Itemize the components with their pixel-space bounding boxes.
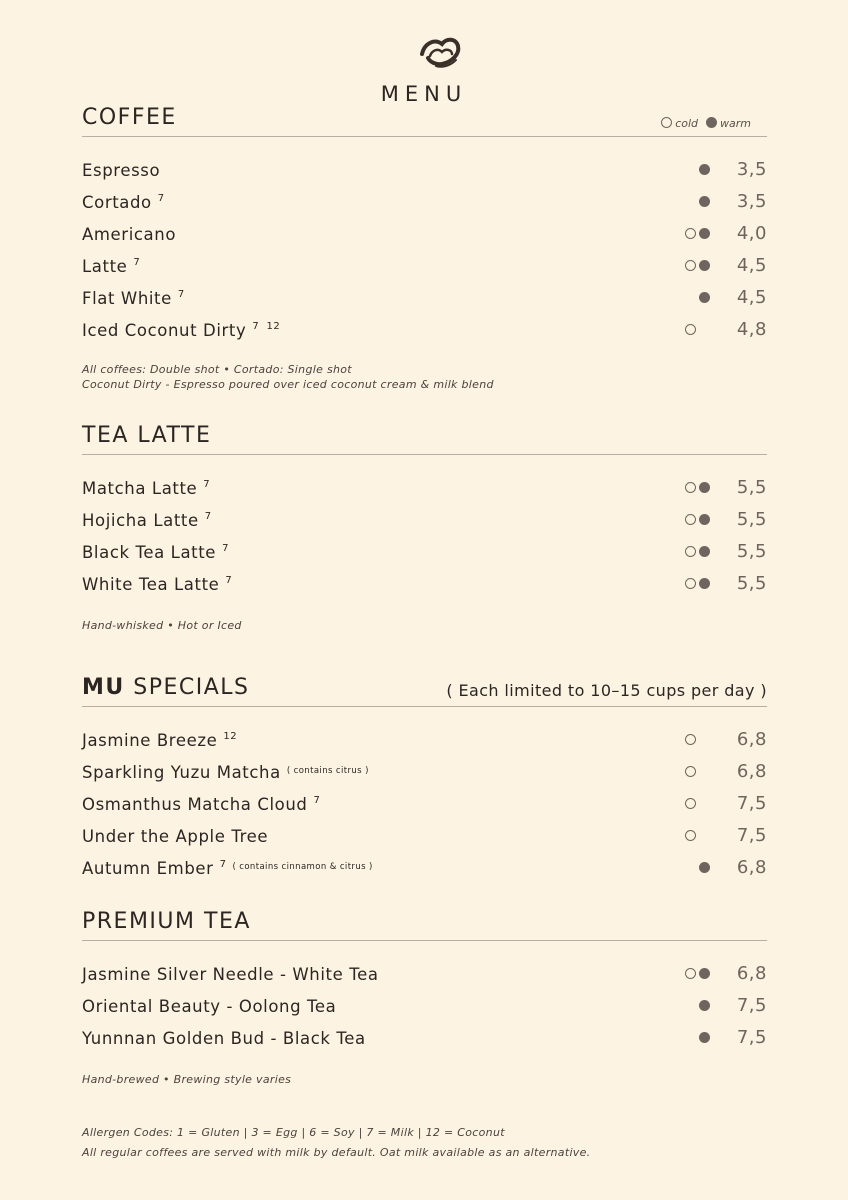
temperature-indicators [685, 968, 715, 982]
menu-item-name [82, 511, 212, 530]
temperature-indicators [685, 1000, 715, 1014]
warm-dot-icon [699, 578, 710, 589]
cold-dot-icon [685, 514, 696, 525]
cold-dot-icon [685, 766, 696, 777]
tea-latte-notes [82, 619, 767, 634]
menu-item-price: 7,5 [736, 793, 767, 814]
menu-item-name [82, 965, 379, 984]
legend-cold-label: cold [675, 117, 699, 130]
item-name-text: White Tea Latte [82, 575, 220, 594]
specials-title [82, 675, 250, 700]
cold-dot-icon [685, 546, 696, 557]
allergen-code: 12 [223, 731, 238, 742]
menu-item-price: 4,5 [736, 287, 767, 308]
menu-item-price: 5,5 [736, 477, 767, 498]
cold-dot-icon [685, 260, 696, 271]
temperature-indicators [685, 830, 715, 844]
cold-dot-icon [685, 734, 696, 745]
menu-item-price: 6,8 [736, 857, 767, 878]
menu-item [82, 1027, 767, 1059]
coffee-notes [82, 363, 767, 392]
menu-item-price: 4,5 [736, 255, 767, 276]
menu-item [82, 509, 767, 541]
cafe-logo-icon [416, 32, 464, 72]
allergen-code: 7 [133, 257, 141, 268]
temperature-indicators [685, 228, 715, 242]
item-name-text: Jasmine Silver Needle - White Tea [82, 965, 379, 984]
menu-footer [82, 1123, 782, 1163]
tea-latte-title: TEA LATTE [82, 423, 212, 448]
allergen-code: 7 [204, 511, 212, 522]
warm-dot-icon [699, 164, 710, 175]
item-name-text: Americano [82, 225, 177, 244]
temperature-indicators [685, 292, 715, 306]
premium-title: PREMIUM TEA [82, 909, 251, 934]
item-name-text: Osmanthus Matcha Cloud [82, 795, 308, 814]
allergen-code: 7 12 [252, 321, 281, 332]
menu-item-name [82, 859, 373, 878]
tea-latte-items [82, 477, 767, 605]
warm-dot-icon [699, 1032, 710, 1043]
allergen-code: 7 [177, 289, 185, 300]
specials-header [82, 676, 767, 706]
menu-item [82, 477, 767, 509]
specials-title-rest: SPECIALS [124, 675, 250, 700]
warm-dot-icon [699, 862, 710, 873]
temperature-indicators [685, 482, 715, 496]
temperature-indicators [685, 798, 715, 812]
menu-item-price: 3,5 [736, 191, 767, 212]
menu-item-price: 4,8 [736, 319, 767, 340]
warm-dot-icon [699, 968, 710, 979]
tea-latte-note: Hand-whisked • Hot or Iced [82, 619, 242, 632]
cold-dot-icon [685, 578, 696, 589]
menu-item-price: 3,5 [736, 159, 767, 180]
specials-title-bold: MU [82, 675, 125, 700]
milk-note: All regular coffees are served with milk by default. Oat milk available as an alternative. [82, 1146, 591, 1159]
menu-item-name [82, 827, 268, 846]
temperature-indicators [685, 862, 715, 876]
premium-divider [82, 940, 767, 941]
premium-note: Hand-brewed • Brewing style varies [82, 1073, 292, 1086]
coffee-header [82, 106, 767, 136]
specials-items [82, 729, 767, 889]
menu-item-price: 7,5 [736, 825, 767, 846]
warm-dot-icon [706, 117, 717, 128]
tea-latte-section [82, 424, 767, 634]
menu-item-name [82, 997, 336, 1016]
coffee-divider [82, 136, 767, 137]
menu-item [82, 319, 767, 351]
menu-item-price: 5,5 [736, 541, 767, 562]
menu-title: MENU [380, 82, 468, 106]
cold-dot-icon [685, 968, 696, 979]
cold-dot-icon [685, 798, 696, 809]
menu-item [82, 223, 767, 255]
temperature-indicators [685, 164, 715, 178]
allergen-code: 7 [157, 193, 165, 204]
item-name-text: Oriental Beauty - Oolong Tea [82, 997, 337, 1016]
coffee-note: All coffees: Double shot • Cortado: Single shot [82, 363, 352, 376]
menu-item [82, 793, 767, 825]
item-name-text: Iced Coconut Dirty [82, 321, 247, 340]
menu-item-name [82, 321, 280, 340]
menu-item [82, 761, 767, 793]
specials-divider [82, 706, 767, 707]
menu-item-name [82, 225, 176, 244]
temperature-indicators [685, 766, 715, 780]
menu-item [82, 191, 767, 223]
menu-item [82, 541, 767, 573]
menu-item [82, 857, 767, 889]
allergen-code: 7 [225, 575, 233, 586]
item-name-text: Black Tea Latte [82, 543, 217, 562]
temperature-indicators [685, 324, 715, 338]
temperature-indicators [685, 260, 715, 274]
temperature-indicators [685, 578, 715, 592]
menu-item-price: 4,0 [736, 223, 767, 244]
menu-item-name [82, 575, 232, 594]
menu-item-name [82, 763, 369, 782]
menu-item [82, 825, 767, 857]
item-name-text: Autumn Ember [82, 859, 214, 878]
menu-item [82, 995, 767, 1027]
tea-latte-divider [82, 454, 767, 455]
warm-dot-icon [699, 228, 710, 239]
menu-item-price: 5,5 [736, 509, 767, 530]
allergen-code: 7 [219, 859, 227, 870]
menu-item [82, 573, 767, 605]
cold-dot-icon [685, 228, 696, 239]
item-name-text: Under the Apple Tree [82, 827, 269, 846]
specials-limit-note: ( Each limited to 10–15 cups per day ) [446, 681, 767, 700]
premium-items [82, 963, 767, 1059]
premium-header [82, 910, 767, 940]
menu-item-price: 7,5 [736, 995, 767, 1016]
menu-item-price: 6,8 [736, 761, 767, 782]
tea-latte-header [82, 424, 767, 454]
temperature-legend [657, 117, 751, 130]
item-name-text: Sparkling Yuzu Matcha [82, 763, 281, 782]
cold-dot-icon [685, 830, 696, 841]
item-name-text: Flat White [82, 289, 172, 308]
menu-item-name [82, 1029, 366, 1048]
menu-item-name [82, 161, 160, 180]
allergen-code: 7 [203, 479, 211, 490]
menu-item-name [82, 731, 237, 750]
item-name-text: Espresso [82, 161, 161, 180]
menu-item-name [82, 543, 229, 562]
menu-item-price: 7,5 [736, 1027, 767, 1048]
menu-item-name [82, 289, 185, 308]
warm-dot-icon [699, 514, 710, 525]
item-name-text: Latte [82, 257, 128, 276]
temperature-indicators [685, 196, 715, 210]
warm-dot-icon [699, 482, 710, 493]
item-name-text: Hojicha Latte [82, 511, 199, 530]
menu-item [82, 729, 767, 761]
warm-dot-icon [699, 1000, 710, 1011]
cold-dot-icon [685, 482, 696, 493]
item-note: ( contains cinnamon & citrus ) [232, 862, 373, 872]
menu-item-price: 5,5 [736, 573, 767, 594]
item-name-text: Jasmine Breeze [82, 731, 218, 750]
warm-dot-icon [699, 196, 710, 207]
coffee-title: COFFEE [82, 105, 177, 130]
allergen-code: 7 [222, 543, 229, 554]
premium-notes [82, 1073, 767, 1088]
temperature-indicators [685, 1032, 715, 1046]
warm-dot-icon [699, 546, 710, 557]
temperature-indicators [685, 546, 715, 560]
legend-warm-label: warm [720, 117, 751, 130]
item-name-text: Matcha Latte [82, 479, 198, 498]
item-name-text: Cortado [82, 193, 152, 212]
coffee-note: Coconut Dirty - Espresso poured over iced coconut cream & milk blend [82, 377, 494, 391]
menu-item [82, 963, 767, 995]
allergen-code: 7 [313, 795, 321, 806]
menu-item-name [82, 479, 210, 498]
menu-item-name [82, 795, 320, 814]
cold-dot-icon [661, 117, 672, 128]
menu-item [82, 159, 767, 191]
item-name-text: Yunnnan Golden Bud - Black Tea [82, 1029, 366, 1048]
menu-item-price: 6,8 [736, 729, 767, 750]
cold-dot-icon [685, 324, 696, 335]
menu-item-name [82, 193, 165, 212]
menu-item [82, 287, 767, 319]
premium-section [82, 910, 767, 1088]
specials-section [82, 676, 767, 889]
menu-item-price: 6,8 [736, 963, 767, 984]
temperature-indicators [685, 514, 715, 528]
allergen-codes: Allergen Codes: 1 = Gluten | 3 = Egg | 6 = Soy | 7 = Milk | 12 = Coconut [82, 1126, 505, 1139]
warm-dot-icon [699, 292, 710, 303]
coffee-items [82, 159, 767, 351]
menu-item-name [82, 257, 140, 276]
coffee-section [82, 106, 767, 392]
temperature-indicators [685, 734, 715, 748]
menu-item [82, 255, 767, 287]
item-note: ( contains citrus ) [286, 766, 369, 776]
warm-dot-icon [699, 260, 710, 271]
